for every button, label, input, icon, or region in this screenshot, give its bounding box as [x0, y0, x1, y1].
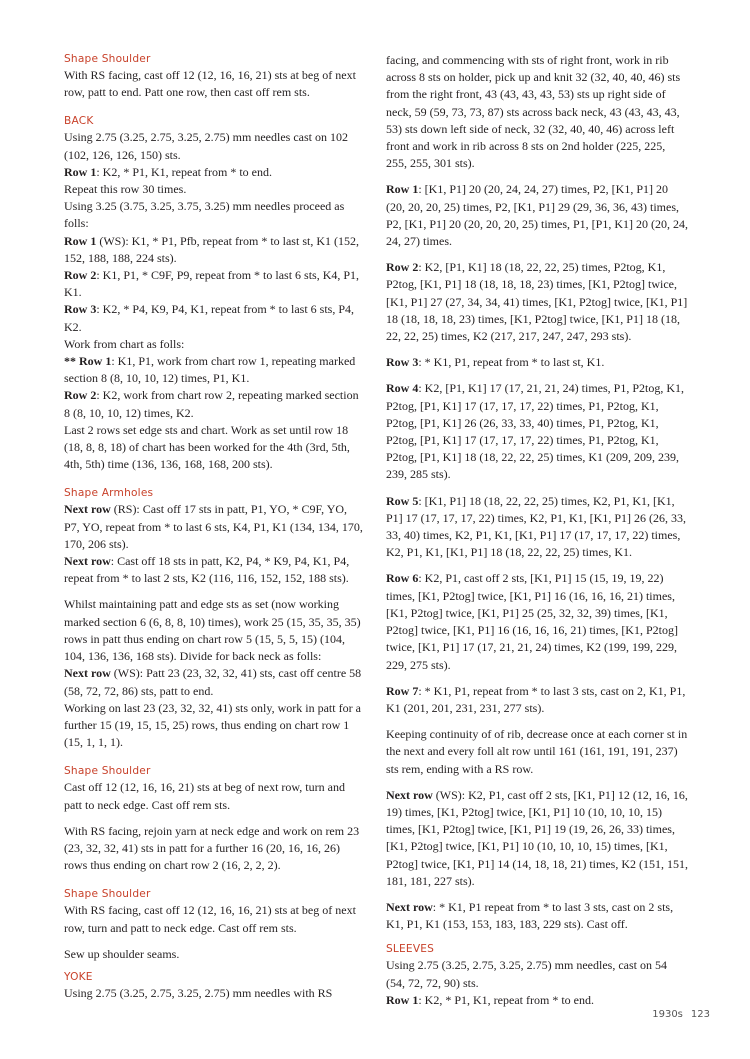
row-text: (WS): K1, * P1, Pfb, repeat from * to last st, K1 (152, 152, 188, 188, 224 sts). — [64, 233, 359, 265]
paragraph: Repeat this row 30 times. — [64, 182, 187, 197]
paragraph: Using 2.75 (3.25, 2.75, 3.25, 2.75) mm needles, cast on 54 (54, 72, 72, 90) sts. — [386, 958, 667, 990]
paragraph: facing, and commencing with sts of right front, work in rib across 8 sts on holder, pick up and knit 32 (32, 40, 40, 46) sts from the right front, 43 (43, 43, 43, 53) sts up right side of neck, 59 (59, 73, 73, 87) sts across back neck, 43 (43, 43, 43, 53) sts down left side of neck, 32 (32, 40, 40, 46) across left front and work in rib across 8 sts on 2nd holder (225, 225, 255, 255, 301 sts). — [386, 53, 681, 171]
row-label: Row 3 — [386, 355, 419, 370]
row-text: : K2, [P1, K1] 17 (17, 21, 21, 24) times, P1, P2tog, K1, P2tog, [P1, K1] 17 (17, 17, 17, 22) times, P1, P2tog, K1, P2tog, [P1, K1] 26 (26, 33, 33, 40) times, P1, P2tog, K1, P2tog, [P1, K1] 17 (17, 17, 17, 22) times, P1, P2tog, K1, P2tog, [P1, K1] 18 (18, 22, 22, 25) times, K1 (209, 209, 239, 239, 285 sts). — [386, 381, 685, 482]
row-label: Row 2 — [64, 268, 97, 283]
row-instruction — [64, 553, 364, 587]
row-text: : * K1, P1, repeat from * to last 3 sts, cast on 2, K1, P1, K1 (201, 201, 231, 231, 277 sts). — [386, 683, 686, 715]
row-instruction — [386, 493, 688, 562]
row-instruction — [386, 380, 688, 483]
row-label: Next row — [64, 666, 111, 681]
row-label: Next row — [386, 899, 433, 914]
paragraph: Cast off 12 (12, 16, 16, 21) sts at beg of next row, turn and patt to neck edge. Cast off rem sts. — [64, 780, 345, 812]
row-instruction — [64, 387, 364, 421]
row-text: : [K1, P1] 18 (18, 22, 22, 25) times, K2, P1, K1, [K1, P1] 17 (17, 17, 17, 22) times, K2, P1, K1, [K1, P1] 26 (26, 33, 33, 40) times, K2, P1, K1, [K1, P1] 17 (17, 17, 17, 22) times, K2, P1, K1, [K1, P1] 18 (18, 22, 22, 25) times, K1. — [386, 493, 686, 560]
section-heading: Shape Shoulder — [64, 53, 151, 65]
row-instruction — [386, 787, 688, 890]
row-text: : K2, [P1, K1] 18 (18, 22, 22, 25) times, P2tog, K1, P2tog, [K1, P1] 18 (18, 18, 18, 23) times, [K1, P2tog] twice, [K1, P1] 27 (27, 34, 34, 41) times, [K1, P2tog] twice, [K1, P1] 18 (18, 18, 18, 23) times, [K1, P2tog] twice, [K1, P1] 18 (18, 22, 22, 25) times, K2 (217, 217, 247, 247, 293 sts). — [386, 260, 688, 344]
row-instruction — [64, 233, 364, 267]
row-instruction — [64, 164, 364, 181]
row-instruction — [64, 353, 364, 387]
row-instruction — [386, 899, 688, 933]
paragraph: Sew up shoulder seams. — [64, 946, 180, 961]
row-text: (WS): K2, P1, cast off 2 sts, [K1, P1] 12 (12, 16, 16, 19) times, [K1, P2tog] twice, [K1, P1] 10 (10, 10, 10, 15) times, [K1, P2tog] twice, [K1, P1] 19 (19, 26, 26, 33) times, [K1, P2tog] twice, [K1, P1] 10 (10, 10, 10, 15) times, [K1, P2tog] twice, [K1, P1] 14 (14, 18, 18, 21) times, K2 (151, 151, 181, 181, 227 sts). — [386, 787, 688, 888]
row-label: Row 6 — [386, 571, 419, 586]
page-number: 123 — [690, 1009, 710, 1020]
row-instruction — [64, 501, 364, 553]
paragraph: Keeping continuity of of rib, decrease once at each corner st in the next and every foll alt row until 161 (161, 191, 191, 237) sts rem, ending with a RS row. — [386, 727, 688, 776]
row-label: Next row — [386, 787, 433, 802]
sleeves-section — [386, 942, 688, 1009]
section-heading: BACK — [64, 115, 94, 128]
row-text: : K2, * P4, K9, P4, K1, repeat from * to last 6 sts, P4, K2. — [64, 302, 355, 334]
row-text: (RS): Cast off 17 sts in patt, P1, YO, * C9F, YO, P7, YO, repeat from * to last 6 sts, K4, P1, K1 (134, 134, 170, 170, 206 sts). — [64, 502, 363, 551]
row-text: : [K1, P1] 20 (20, 24, 24, 27) times, P2, [K1, P1] 20 (20, 20, 20, 25) times, P2, [K1, P1] 29 (29, 36, 36, 43) times, P2, [K1, P1] 20 (20, 20, 20, 25) times, P1, [P1, K1] 20 (20, 24, 24, 27) times. — [386, 182, 688, 249]
row-text: (WS): Patt 23 (23, 32, 32, 41) sts, cast off centre 58 (58, 72, 72, 86) sts, patt to end. — [64, 666, 362, 698]
row-label: Row 2 — [64, 388, 97, 403]
paragraph: Work from chart as folls: — [64, 336, 185, 351]
section-heading: Shape Armholes — [64, 487, 154, 500]
row-text: : K1, P1, work from chart row 1, repeating marked section 8 (8, 10, 10, 12) times, P1, K1. — [64, 354, 356, 386]
paragraph: Using 3.25 (3.75, 3.25, 3.75, 3.25) mm needles proceed as folls: — [64, 199, 345, 231]
row-label: Row 1 — [386, 182, 419, 197]
paragraph: With RS facing, cast off 12 (12, 16, 16, 21) sts at beg of next row, patt to end. Patt one row, then cast off rem sts. — [64, 68, 356, 100]
row-label: Next row — [64, 554, 111, 569]
row-text: : K1, P1, * C9F, P9, repeat from * to last 6 sts, K4, P1, K1. — [64, 268, 360, 300]
paragraph: Whilst maintaining patt and edge sts as set (now working marked section 6 (6, 8, 8, 10) times), work 25 (15, 35, 35, 35) rows in patt thus ending on chart row 5 (15, 5, 5, 15) (104, 104, 136, 136, 168 sts). Divide for back neck as folls: — [64, 597, 361, 664]
row-text: : K2, * P1, K1, repeat from * to end. — [96, 164, 272, 179]
row-label: Row 4 — [386, 381, 419, 396]
paragraph: Using 2.75 (3.25, 2.75, 3.25, 2.75) mm needles cast on 102 (102, 126, 126, 150) sts. — [64, 130, 348, 162]
row-label: Row 1 — [386, 992, 419, 1007]
row-instruction — [386, 992, 688, 1009]
row-instruction — [386, 181, 688, 250]
row-label: Row 1 — [64, 164, 97, 179]
row-text: : K2, work from chart row 2, repeating marked section 8 (8, 10, 10, 12) times, K2. — [64, 388, 359, 420]
row-text: : K2, * P1, K1, repeat from * to end. — [418, 992, 594, 1007]
row-instruction — [386, 570, 688, 673]
paragraph: Last 2 rows set edge sts and chart. Work as set until row 18 (18, 8, 8, 18) of chart has been worked for the 4th (3rd, 5th, 4th, 5th) time (136, 136, 168, 168, 200 sts). — [64, 422, 350, 472]
row-instruction — [386, 354, 688, 371]
row-instruction — [64, 267, 364, 301]
row-label: Row 2 — [386, 260, 419, 275]
shape-shoulder-section-2 — [64, 764, 364, 874]
row-label: Row 7 — [386, 683, 419, 698]
row-text: : * K1, P1, repeat from * to last st, K1. — [418, 355, 605, 370]
section-heading: Shape Shoulder — [64, 888, 151, 901]
back-section — [64, 114, 364, 473]
paragraph: With RS facing, rejoin yarn at neck edge and work on rem 23 (23, 32, 32, 41) sts in patt for a further 16 (20, 16, 16, 26) rows thus ending on chart row 2 (16, 2, 2, 2). — [64, 823, 360, 873]
shape-shoulder-section-1 — [64, 52, 364, 101]
row-label: Row 1 — [64, 233, 97, 248]
row-label: Row 3 — [64, 302, 97, 317]
right-column — [386, 52, 688, 1022]
section-heading: YOKE — [64, 970, 93, 983]
left-column — [64, 52, 364, 1015]
yoke-section — [64, 970, 364, 1002]
row-label: Row 5 — [386, 493, 419, 508]
paragraph: With RS facing, cast off 12 (12, 16, 16, 21) sts at beg of next row, turn and patt to neck edge. Cast off rem sts. — [64, 903, 356, 935]
row-label: Next row — [64, 502, 111, 517]
row-instruction — [64, 301, 364, 335]
page-footer — [644, 1009, 710, 1020]
paragraph: Using 2.75 (3.25, 2.75, 3.25, 2.75) mm needles with RS — [64, 985, 333, 1000]
row-text: : * K1, P1 repeat from * to last 3 sts, cast on 2 sts, K1, P1, K1 (153, 153, 183, 183, 229 sts). Cast off. — [386, 899, 674, 932]
shape-armholes-section — [64, 486, 364, 751]
row-instruction — [386, 683, 688, 717]
section-heading: SLEEVES — [386, 943, 435, 956]
row-instruction — [386, 259, 688, 345]
section-heading: Shape Shoulder — [64, 765, 151, 778]
footer-section-name: 1930s — [652, 1009, 683, 1020]
row-instruction — [64, 665, 364, 699]
row-text: : Cast off 18 sts in patt, K2, P4, * K9, P4, K1, P4, repeat from * to last 2 sts, K2 (116, 116, 152, 152, 188 sts). — [64, 554, 350, 586]
row-text: : K2, P1, cast off 2 sts, [K1, P1] 15 (15, 19, 19, 22) times, [K1, P2tog] twice, [K1, P1] 16 (16, 16, 16, 21) times, [K1, P2tog] twice, [K1, P1] 25 (25, 32, 32, 39) times, [K1, P2tog] twice, [K1, P1] 16 (16, 16, 16, 21) times, [K1, P2tog] twice, [K1, P1] 17 (17, 21, 21, 24) times, K2 (199, 199, 229, 229, 275 sts). — [386, 571, 678, 672]
row-label: ** Row 1 — [64, 354, 112, 369]
paragraph: Working on last 23 (23, 32, 32, 41) sts only, work in patt for a further 15 (19, 15, 15, 25) rows, thus ending on chart row 1 (15, 1, 1, 1). — [64, 700, 361, 750]
shape-shoulder-section-3 — [64, 887, 364, 963]
